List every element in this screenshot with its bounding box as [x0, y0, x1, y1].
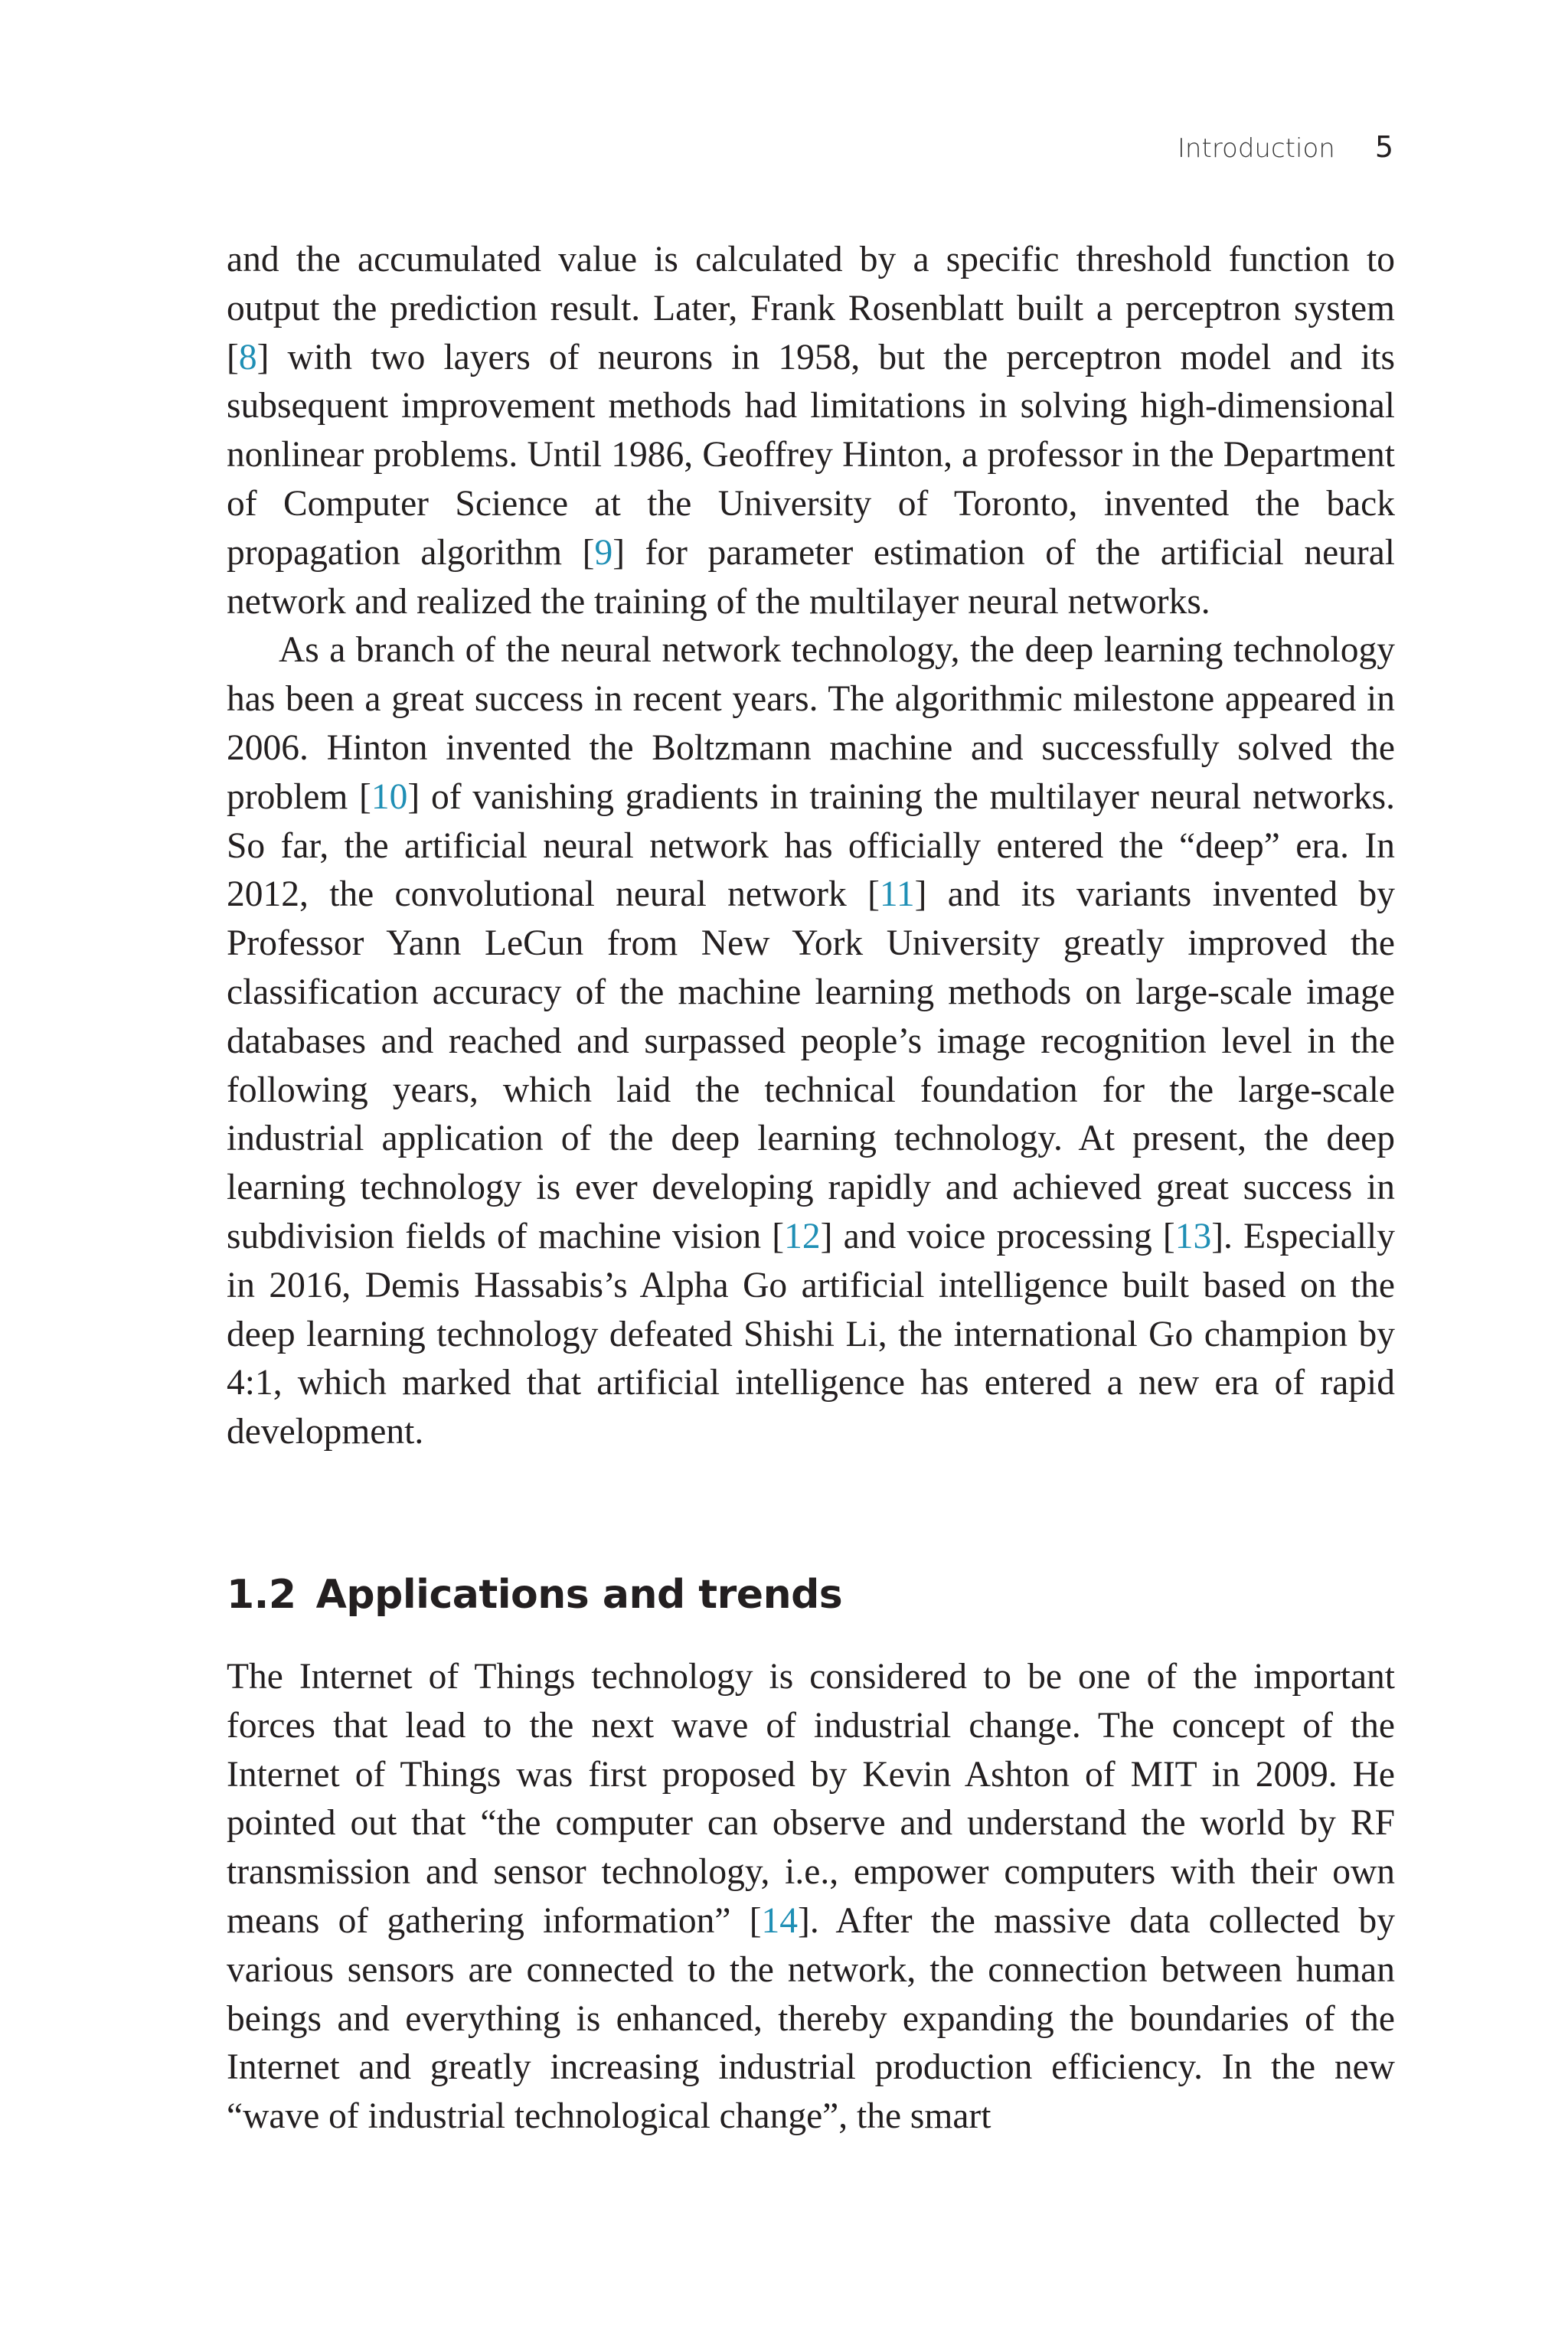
citation-link[interactable]: 8: [238, 337, 257, 377]
body-text-top: [227, 236, 1395, 1457]
paragraph-iot: The Internet of Things technology is considered to be one of the important forces that lead to the next wave of industrial change. The concept of the Internet of Things was first proposed by Kevin Ashton of MIT in 2009. He pointed out that “the computer can observe and understand the world by RF transmission and sensor technology, i.e., empower computers with their own means of gathering information” [14]. After the massive data collected by various sensors are connected to the network, the connection between human beings and everything is enhanced, thereby expanding the boundaries of the Internet and greatly increasing industrial production efficiency. In the new “wave of industrial technological change”, the smart: [227, 1657, 1395, 2137]
citation-link[interactable]: 12: [784, 1216, 821, 1256]
paragraph-deep-learning: As a branch of the neural network technology, the deep learning technology has been a great success in recent years. The algorithmic milestone appeared in 2006. Hinton invented the Boltzmann machine and successfully solved the problem [10] of vanishing gradients in training the multilayer neural networks. So far, the artificial neural network has officially entered the “deep” era. In 2012, the convolutional neural network [11] and its variants invented by Professor Yann LeCun from New York University greatly improved the classification accuracy of the machine learning methods on large-scale image databases and reached and surpassed people’s image recognition level in the following years, which laid the technical foundation for the large-scale industrial application of the deep learning technology. At present, the deep learning technology is ever developing rapidly and achieved great success in subdivision fields of machine vision [12] and voice processing [13]. Especially in 2016, Demis Hassabis’s Alpha Go artificial intelligence built based on the deep learning technology defeated Shishi Li, the international Go champion by 4:1, which marked that artificial intelligence has entered a new era of rapid development.: [227, 630, 1395, 1452]
section-heading: [227, 1568, 842, 1622]
body-text-bottom: [227, 1653, 1395, 2141]
page-number: 5: [1374, 130, 1393, 164]
citation-link[interactable]: 13: [1174, 1216, 1212, 1256]
running-header: [1178, 130, 1393, 164]
section-number: 1.2: [227, 1572, 296, 1618]
citation-link[interactable]: 9: [594, 532, 613, 573]
section-title: Applications and trends: [315, 1572, 843, 1618]
citation-link[interactable]: 11: [879, 874, 915, 915]
running-header-title: Introduction: [1177, 133, 1335, 164]
paragraph-perceptron: and the accumulated value is calculated by a specific threshold function to output the prediction result. Later, Frank Rosenblatt built a perceptron system [8] with two layers of neurons in 1958, but the perceptron model and its subsequent improvement methods had limitations in solving high-dimensional nonlinear problems. Until 1986, Geoffrey Hinton, a professor in the Department of Computer Science at the University of Toronto, invented the back propagation algorithm [9] for parameter estimation of the artificial neural network and realized the training of the multilayer neural networks.: [227, 240, 1395, 622]
citation-link[interactable]: 14: [761, 1900, 799, 1941]
citation-link[interactable]: 10: [371, 776, 408, 817]
